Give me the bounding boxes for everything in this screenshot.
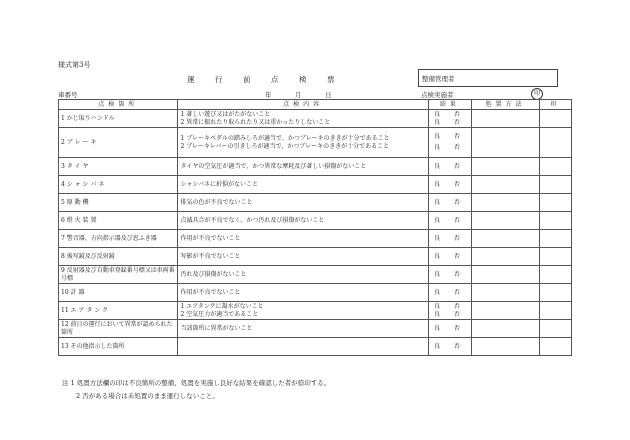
method-cell[interactable] [472,248,540,266]
content-line: 排気の色が不良でないこと [180,198,253,206]
result-option[interactable]: 良 否 [433,234,466,242]
check-item: 1 かじ取りハンドル [59,110,178,128]
title-char: 運 [187,75,196,84]
method-cell[interactable] [472,230,540,248]
seal-cell[interactable] [540,284,572,302]
method-cell[interactable] [472,266,540,284]
seal-cell[interactable] [540,338,572,356]
content-line: 汚れ及び損傷がないこと [180,270,247,278]
notes [62,377,330,403]
seal-cell[interactable] [540,158,572,176]
inspection-table [58,99,572,356]
header-item: 点検箇所 [59,100,178,110]
result-cell[interactable] [428,158,471,176]
date-month: 月 [295,91,302,99]
date-day: 日 [325,91,332,99]
table-row [59,248,572,266]
check-item: 13 その他指示した箇所 [59,338,178,356]
title-char: 票 [327,75,336,84]
result-cell[interactable] [428,176,471,194]
check-content [178,194,428,212]
result-option[interactable]: 良 否 [433,252,466,260]
method-cell[interactable] [472,128,540,158]
manager-field[interactable] [418,69,558,87]
check-item: 5 原 動 機 [59,194,178,212]
result-cell[interactable] [428,194,471,212]
check-content [178,320,428,338]
title-char: 検 [299,75,308,84]
seal-cell[interactable] [540,248,572,266]
result-option[interactable]: 良 否 [433,118,466,126]
seal-cell[interactable] [540,302,572,320]
header-content: 点検内容 [178,100,428,110]
inspector-label: 点検実施者 [421,91,454,99]
note-line: 注 1 処置方法欄の印は不良箇所の整備、処置を実施し良好な結果を確認した者が捺印する。 [62,379,331,387]
check-item: 8 後写鏡及び反射鏡 [59,248,178,266]
seal-cell[interactable] [540,266,572,284]
seal-cell[interactable] [540,128,572,158]
content-line: 1 ブレーキペダルの踏みしろが適当で、かつブレーキのききが十分であること [180,134,390,142]
content-line: 2 異常に振れたり取られたり又は重かったりしないこと [180,118,331,126]
result-cell[interactable] [428,128,471,158]
check-content [178,212,428,230]
table-row [59,110,572,128]
method-cell[interactable] [472,302,540,320]
check-content [178,110,428,128]
table-row [59,212,572,230]
result-cell[interactable] [428,110,471,128]
check-item: 9 反射器及び自動車登録番号標又は車両番号標 [59,266,178,284]
content-line: タイヤの空気圧が適当で、かつ異常な摩耗及び著しい損傷がないこと [180,162,367,170]
content-line: 写影が不良でないこと [180,252,241,260]
title-char: 行 [215,75,224,84]
result-cell[interactable] [428,230,471,248]
manager-label: 整備管理者 [422,75,455,83]
table-header-row [59,100,572,110]
check-item: 10 計 器 [59,284,178,302]
result-option[interactable]: 良 否 [433,133,466,140]
result-cell[interactable] [428,284,471,302]
method-cell[interactable] [472,194,540,212]
check-item: 6 燈 火 装 置 [59,212,178,230]
check-content [178,302,428,320]
car-number-label: 車番号 [58,91,78,99]
table-row [59,230,572,248]
content-line: シャシバネに折損がないこと [180,180,258,188]
method-cell[interactable] [472,284,540,302]
result-cell[interactable] [428,302,471,320]
check-content [178,266,428,284]
result-cell[interactable] [428,266,471,284]
result-option[interactable]: 良 否 [433,180,466,188]
check-item: 2 ブ レ ー キ [59,128,178,158]
table-row [59,194,572,212]
check-content [178,284,428,302]
seal-cell[interactable] [540,320,572,338]
method-cell[interactable] [472,158,540,176]
content-line: 1 エアタンクに凝水がないこと [180,302,264,310]
header-seal: 印 [540,100,572,110]
check-content [178,338,428,356]
title-char: 前 [243,75,252,84]
header-result: 結果 [428,100,471,110]
result-option[interactable]: 良 否 [433,110,466,118]
content-line: 点滅具合が不良でなく、かつ汚れ及び損傷がないこと [180,216,325,224]
table-row [59,284,572,302]
method-cell[interactable] [472,176,540,194]
seal-cell[interactable] [540,194,572,212]
content-line: 2 ブレーキレバーの引きしろが適当で、かつブレーキのききが十分であること [180,142,390,150]
result-option[interactable]: 良 否 [433,162,466,170]
check-content [178,248,428,266]
result-cell[interactable] [428,248,471,266]
table-row [59,338,572,356]
date-year: 年 [265,91,272,99]
check-item: 3 タ イ ヤ [59,158,178,176]
check-content [178,230,428,248]
content-line: 1 著しい遊び又はがたがないこと [180,110,271,118]
result-cell[interactable] [428,338,471,356]
note-line: 2 否がある場合は未処置のまま運行しないこと。 [76,392,219,400]
table-row [59,266,572,284]
seal-cell[interactable] [540,110,572,128]
seal-cell[interactable] [540,212,572,230]
result-option[interactable]: 良 否 [433,270,466,278]
table-row [59,176,572,194]
content-line: 2 空気圧力が適当であること [180,310,259,318]
check-item: 7 警音器、方向指示器及び窓ふき器 [59,230,178,248]
check-item: 4 シ ャ シ バ ネ [59,176,178,194]
table-row [59,320,572,338]
method-cell[interactable] [472,320,540,338]
form-number: 様式第3号 [58,61,91,69]
result-cell[interactable] [428,320,471,338]
result-option[interactable]: 良 否 [433,216,466,224]
check-content [178,128,428,158]
content-line: 作用が不良でないこと [180,234,241,242]
result-option[interactable]: 良 否 [433,302,466,310]
table-row [59,158,572,176]
result-option[interactable]: 良 否 [433,288,466,296]
method-cell[interactable] [472,110,540,128]
method-cell[interactable] [472,338,540,356]
result-option[interactable]: 良 否 [433,144,466,151]
result-option[interactable]: 良 否 [433,342,466,350]
header-method: 処置方法 [472,100,540,110]
result-option[interactable]: 良 否 [433,324,466,332]
table-row [59,128,572,158]
result-cell[interactable] [428,212,471,230]
content-line: 作用が不良でないこと [180,288,241,296]
title-char: 点 [271,75,280,84]
inspector-seal-mark[interactable]: 印 [531,88,543,100]
seal-cell[interactable] [540,230,572,248]
content-line: 当該箇所に異常がないこと [180,324,253,332]
seal-cell[interactable] [540,176,572,194]
table-row [59,302,572,320]
check-item: 12 前日の運行において異常が認められた箇所 [59,320,178,338]
result-option[interactable]: 良 否 [433,310,466,318]
check-item: 11 エ ア タ ン ク [59,302,178,320]
check-content [178,176,428,194]
method-cell[interactable] [472,212,540,230]
check-content [178,158,428,176]
result-option[interactable]: 良 否 [433,198,466,206]
